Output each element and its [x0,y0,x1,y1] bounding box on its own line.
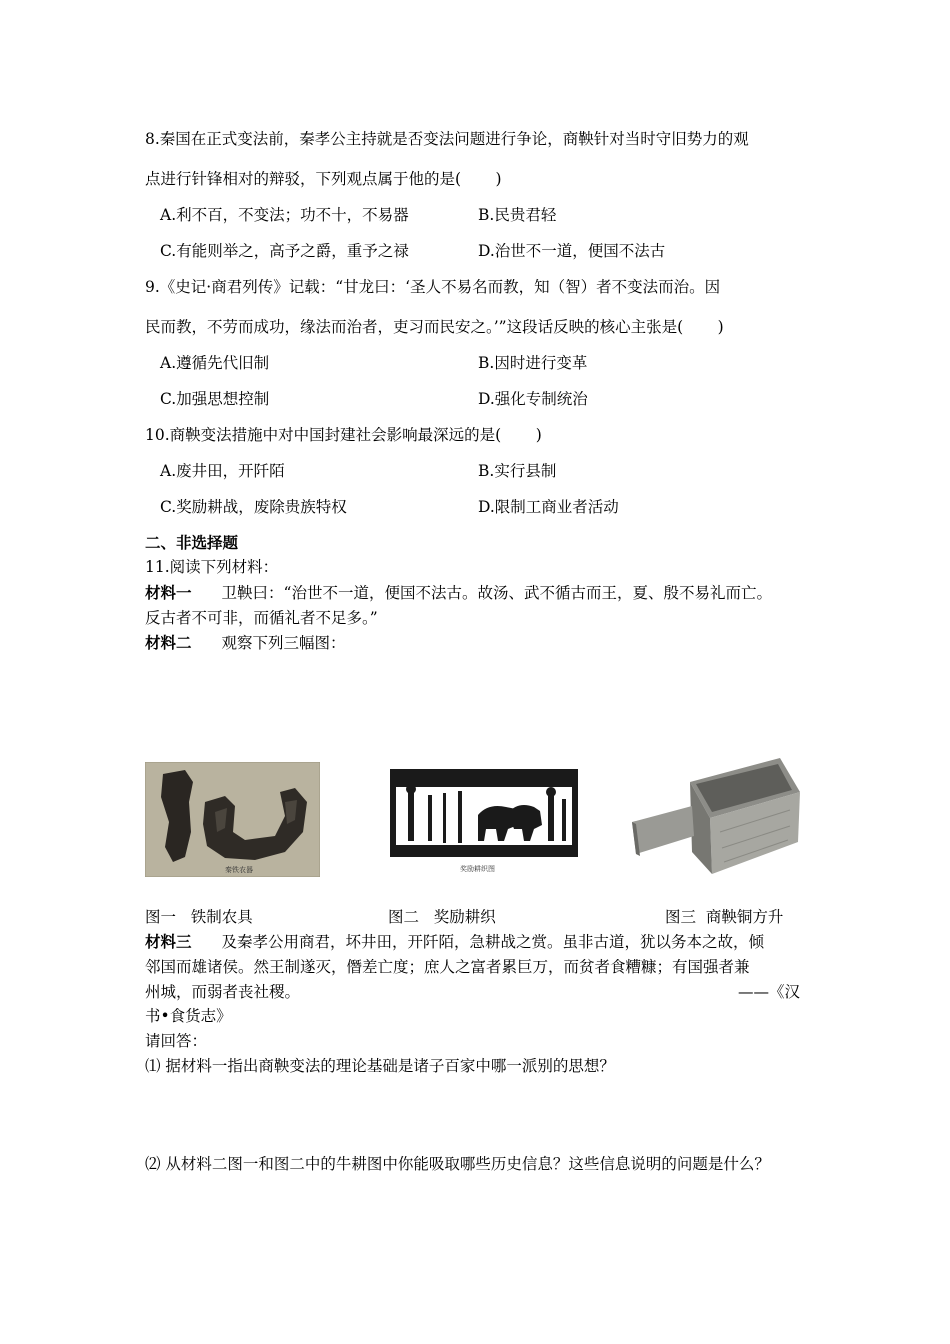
material-one-line2: 反古者不可非，而循礼者不足多。” [145,609,378,627]
q10-option-c: C.奖励耕战，废除贵族特权 [160,498,347,516]
material-three-text1: 及秦孝公用商君，坏井田，开阡陌，急耕战之赏。虽非古道，犹以务本之故，倾 [221,933,765,951]
material-three-source2: 书•食货志》 [145,1007,232,1025]
sub-question-1: ⑴ 据材料一指出商鞅变法的理论基础是诸子百家中哪一派别的思想？ [145,1057,615,1075]
q9-option-d: D.强化专制统治 [478,390,588,408]
q8-option-d: D.治世不一道，便国不法古 [478,242,666,260]
caption-figure2: 图二 奖励耕织 [388,908,496,926]
q10-line1: 10.商鞅变法措施中对中国封建社会影响最深远的是( ) [145,426,542,444]
plowing-image [388,765,580,878]
answer-prompt: 请回答： [145,1032,208,1050]
figure-bronze-measure [630,752,802,878]
material-three-line2: 邻国而雄诸侯。然王制遂灭，僭差亡度；庶人之富者累巨万，而贫者食糟糠；有国强者兼 [145,958,750,976]
material-one-label: 材料一 [145,584,192,602]
plowing-inner-label: 奖励耕织图 [460,865,495,873]
q9-line2: 民而教，不劳而成功，缘法而治者，吏习而民安之。’”这段话反映的核心主张是( ) [145,318,724,336]
sub-question-2: ⑵ 从材料二图一和图二中的牛耕图中你能吸取哪些历史信息？这些信息说明的问题是什么？ [145,1155,770,1173]
q8-line1: 8.秦国在正式变法前，秦孝公主持就是否变法问题进行争论，商鞅针对当时守旧势力的观 [145,130,749,148]
caption-figure3: 图三 商鞅铜方升 [665,908,784,926]
q8-line2: 点进行针锋相对的辩驳，下列观点属于他的是( ) [145,170,502,188]
q9-option-b: B.因时进行变革 [478,354,588,372]
material-one-line1 [145,583,772,603]
q10-option-d: D.限制工商业者活动 [478,498,619,516]
q8-option-b: B.民贵君轻 [478,206,557,224]
material-three-label: 材料三 [145,933,192,951]
caption-figure1: 图一 铁制农具 [145,908,253,926]
material-three-line1 [145,932,764,952]
material-one-text: 卫鞅曰：“治世不一道，便国不法古。故汤、武不循古而王，夏、殷不易礼而亡。 [221,584,772,602]
q8-option-a: A.利不百，不变法；功不十，不易器 [160,206,409,224]
material-three-source1: ——《汉 [738,983,801,1001]
q11-intro: 11.阅读下列材料： [145,558,279,576]
iron-tools-inner-label: 秦铁农器 [225,866,253,874]
material-two-text: 观察下列三幅图： [221,634,346,652]
q9-option-a: A.遵循先代旧制 [160,354,270,372]
q10-option-a: A.废井田，开阡陌 [160,462,285,480]
material-two-line [145,633,346,653]
figure-plowing [388,765,580,878]
figure-iron-tools [145,762,320,877]
q10-option-b: B.实行县制 [478,462,557,480]
material-two-label: 材料二 [145,634,192,652]
bronze-measure-image [630,752,802,878]
section-heading: 二、非选择题 [145,534,239,552]
q8-option-c: C.有能则举之，高予之爵，重予之禄 [160,242,409,260]
material-three-line3: 州城，而弱者丧社稷。 [145,983,301,1001]
iron-tools-image [145,762,320,877]
q9-option-c: C.加强思想控制 [160,390,270,408]
q9-line1: 9.《史记·商君列传》记载：“甘龙曰：‘圣人不易名而教，知（智）者不变法而治。因 [145,278,721,296]
